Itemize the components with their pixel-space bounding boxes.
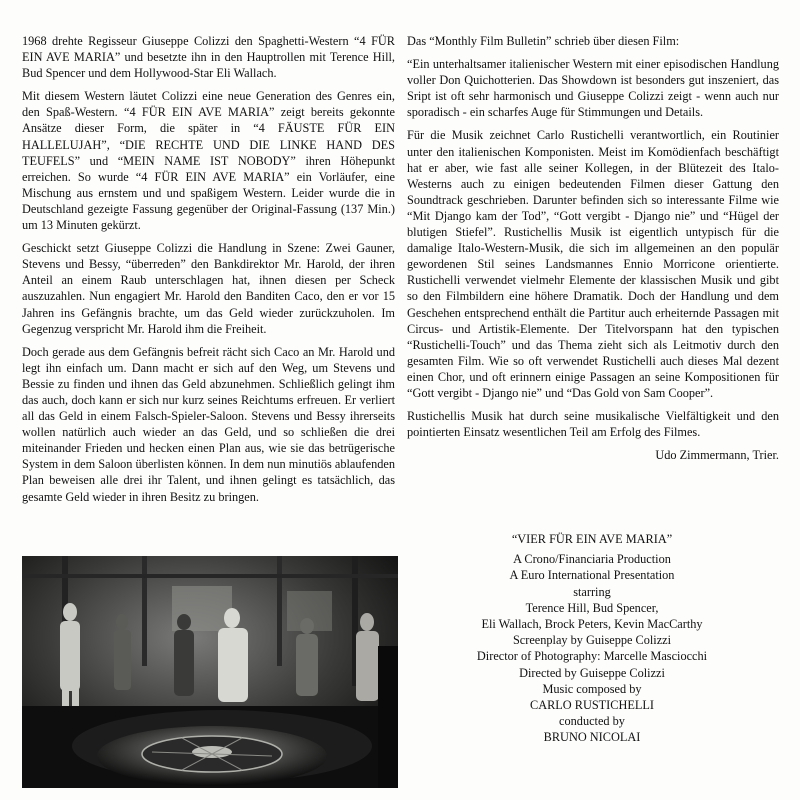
credits-cast-line-1: Terence Hill, Bud Spencer, — [525, 600, 659, 615]
paragraph-music-summary: Rustichellis Musik hat durch seine musikalische Vielfältigkeit und den pointierten Einsatz wesentlichen Teil am Erfolg des Filmes. — [407, 409, 779, 440]
film-credits — [434, 531, 750, 746]
credits-photography: Director of Photography: Marcelle Masciocchi — [476, 649, 708, 664]
credits-starring-label: starring — [573, 584, 611, 599]
credits-conducted-label: conducted by — [559, 714, 625, 729]
credits-conductor: BRUNO NICOLAI — [543, 730, 641, 745]
credits-director: Directed by Guiseppe Colizzi — [519, 665, 665, 680]
film-still-illustration — [22, 556, 398, 788]
paragraph-genre: Mit diesem Western läutet Colizzi eine neue Generation des Genres ein, den Spaß-Western. “4 FÜR EIN AVE MARIA” zeigt bereits gekonnte Ansätze dieser Form, die später in “4 FÄUSTE FÜR EIN HALLELUJAH”, “DIE RECHTE UND DIE LINKE HAND DES TEUFELS” und “MEIN NAME IST NOBODY” ihren Höhepunkt erreichen. So wurde “4 FÜR EIN AVE MARIA” ein Vorläufer, eine Mischung aus ernstem und und spaßigem Western. Leider wurde die in Deutschland gezeigte Fassung gegenüber der Original-Fassung (137 Min.) um 13 Minuten gekürzt. — [22, 89, 395, 233]
credits-cast-line-2: Eli Wallach, Brock Peters, Kevin MacCarthy — [481, 617, 703, 632]
credits-music-label: Music composed by — [542, 681, 642, 696]
paragraph-music: Für die Musik zeichnet Carlo Rustichelli verantwortlich, ein Routinier unter den italienischen Komponisten. Meist im Komödienfach beschäftigt hat er aber, wie fast alle seiner Kollegen, in der Blütezeit des Italo-Westerns auch zu einigen bedeutenden Filmen dieser Gattung den Soundtrack geschrieben. Darunter befinden sich so interessante Filme wie “Mit Django kam der Tod”, “Gott vergibt - Django nie” und “Hügel der blutigen Stiefel”. Rustichellis Musik ist eigentlich untypisch für die damalige Italo-Western-Musik, die sich im allgemeinen an den populär gewordenen Stil seines Landsmannes Ennio Morricone orientierte. Rustichelli verwendet vielmehr Elemente der klassischen Musik und gibt so den Filmbildern eine höhere Dramatik. Doch der Handlung und dem Geschehen entsprechend enthält die Partitur auch erheiternde Passagen mit Circus- und Artistik-Elemente. Der Titelvorspann hat den typischen “Rustichelli-Touch” und das Thema zieht sich als Leitmotiv durch den gesamten Film. Wie so oft verwendet Rustichelli auch dieses Mal dezent einen Chor, und oft erinnern einige Passagen an seine Kompositionen für “Gott vergibt - Django nie” und “Das Gold von Sam Cooper”. — [407, 128, 779, 400]
paragraph-intro: 1968 drehte Regisseur Giuseppe Colizzi den Spaghetti-Western “4 FÜR EIN AVE MARIA” und besetzte ihn in den Hauptrollen mit Terence Hill, Bud Spencer und dem Hollywood-Star Eli Wallach. — [22, 34, 395, 81]
paragraph-bulletin-intro: Das “Monthly Film Bulletin” schrieb über diesen Film: — [407, 34, 680, 48]
credits-film-title: “VIER FÜR EIN AVE MARIA” — [511, 532, 673, 546]
credits-screenplay: Screenplay by Guiseppe Colizzi — [512, 633, 672, 648]
film-still-photo — [22, 556, 398, 788]
paragraph-bulletin-quote: “Ein unterhaltsamer italienischer Western mit einer episodischen Handlung voller Don Quichotterien. Das Showdown ist besonders gut inszeniert, das Sript ist oft sehr harmonisch und Giuseppe Colizzi zeigt - wenn auch nur sporadisch - ein scharfes Auge für Stimmungen und Details. — [407, 57, 779, 120]
credits-composer: CARLO RUSTICHELLI — [530, 698, 654, 713]
left-text-column — [22, 33, 395, 512]
paragraph-plot-resolution: Doch gerade aus dem Gefängnis befreit rächt sich Caco an Mr. Harold und legt ihn einfach um. Dann macht er sich auf den Weg, um Stevens und Bessie zu finden und ihnen das Geld abzunehmen. Schließlich gelingt ihm das auch, doch kann er sich nur kurz seines Reichtums erfreuen. Er verliert all das Geld in einem Falsch-Spieler-Saloon. Stevens und Bessy ihrerseits wollen natürlich auch wieder an das Geld, und so schließen die drei miteinander Frieden und hecken einen Plan aus, wie sie das betrügerische System in dem Saloon überlisten können. In dem nun minutiös ablaufenden Plan beweisen alle drei ihr Talent, und ihnen gelingt es tatsächlich, das gesamte Geld wieder in ihren Besitz zu bringen. — [22, 344, 395, 504]
credits-presentation: A Euro International Presentation — [509, 568, 675, 583]
author-signature: Udo Zimmermann, Trier. — [655, 448, 779, 463]
right-text-column — [407, 33, 779, 470]
paragraph-plot-setup: Geschickt setzt Giuseppe Colizzi die Handlung in Szene: Zwei Gauner, Stevens und Bessy, “überreden” den Bankdirektor Mr. Harold, der ihren Anteil an einem Raub unterschlagen hat, ihnen diesen per Scheck auszuzahlen. Nun engagiert Mr. Harold den Banditen Caco, den er vor 15 Jahren ins Gefängnis brachte, um das Geld wieder zurückzuholen. Im Gegenzug verspricht Mr. Harold ihm die Freiheit. — [22, 241, 395, 336]
credits-production: A Crono/Financiaria Production — [513, 552, 671, 567]
